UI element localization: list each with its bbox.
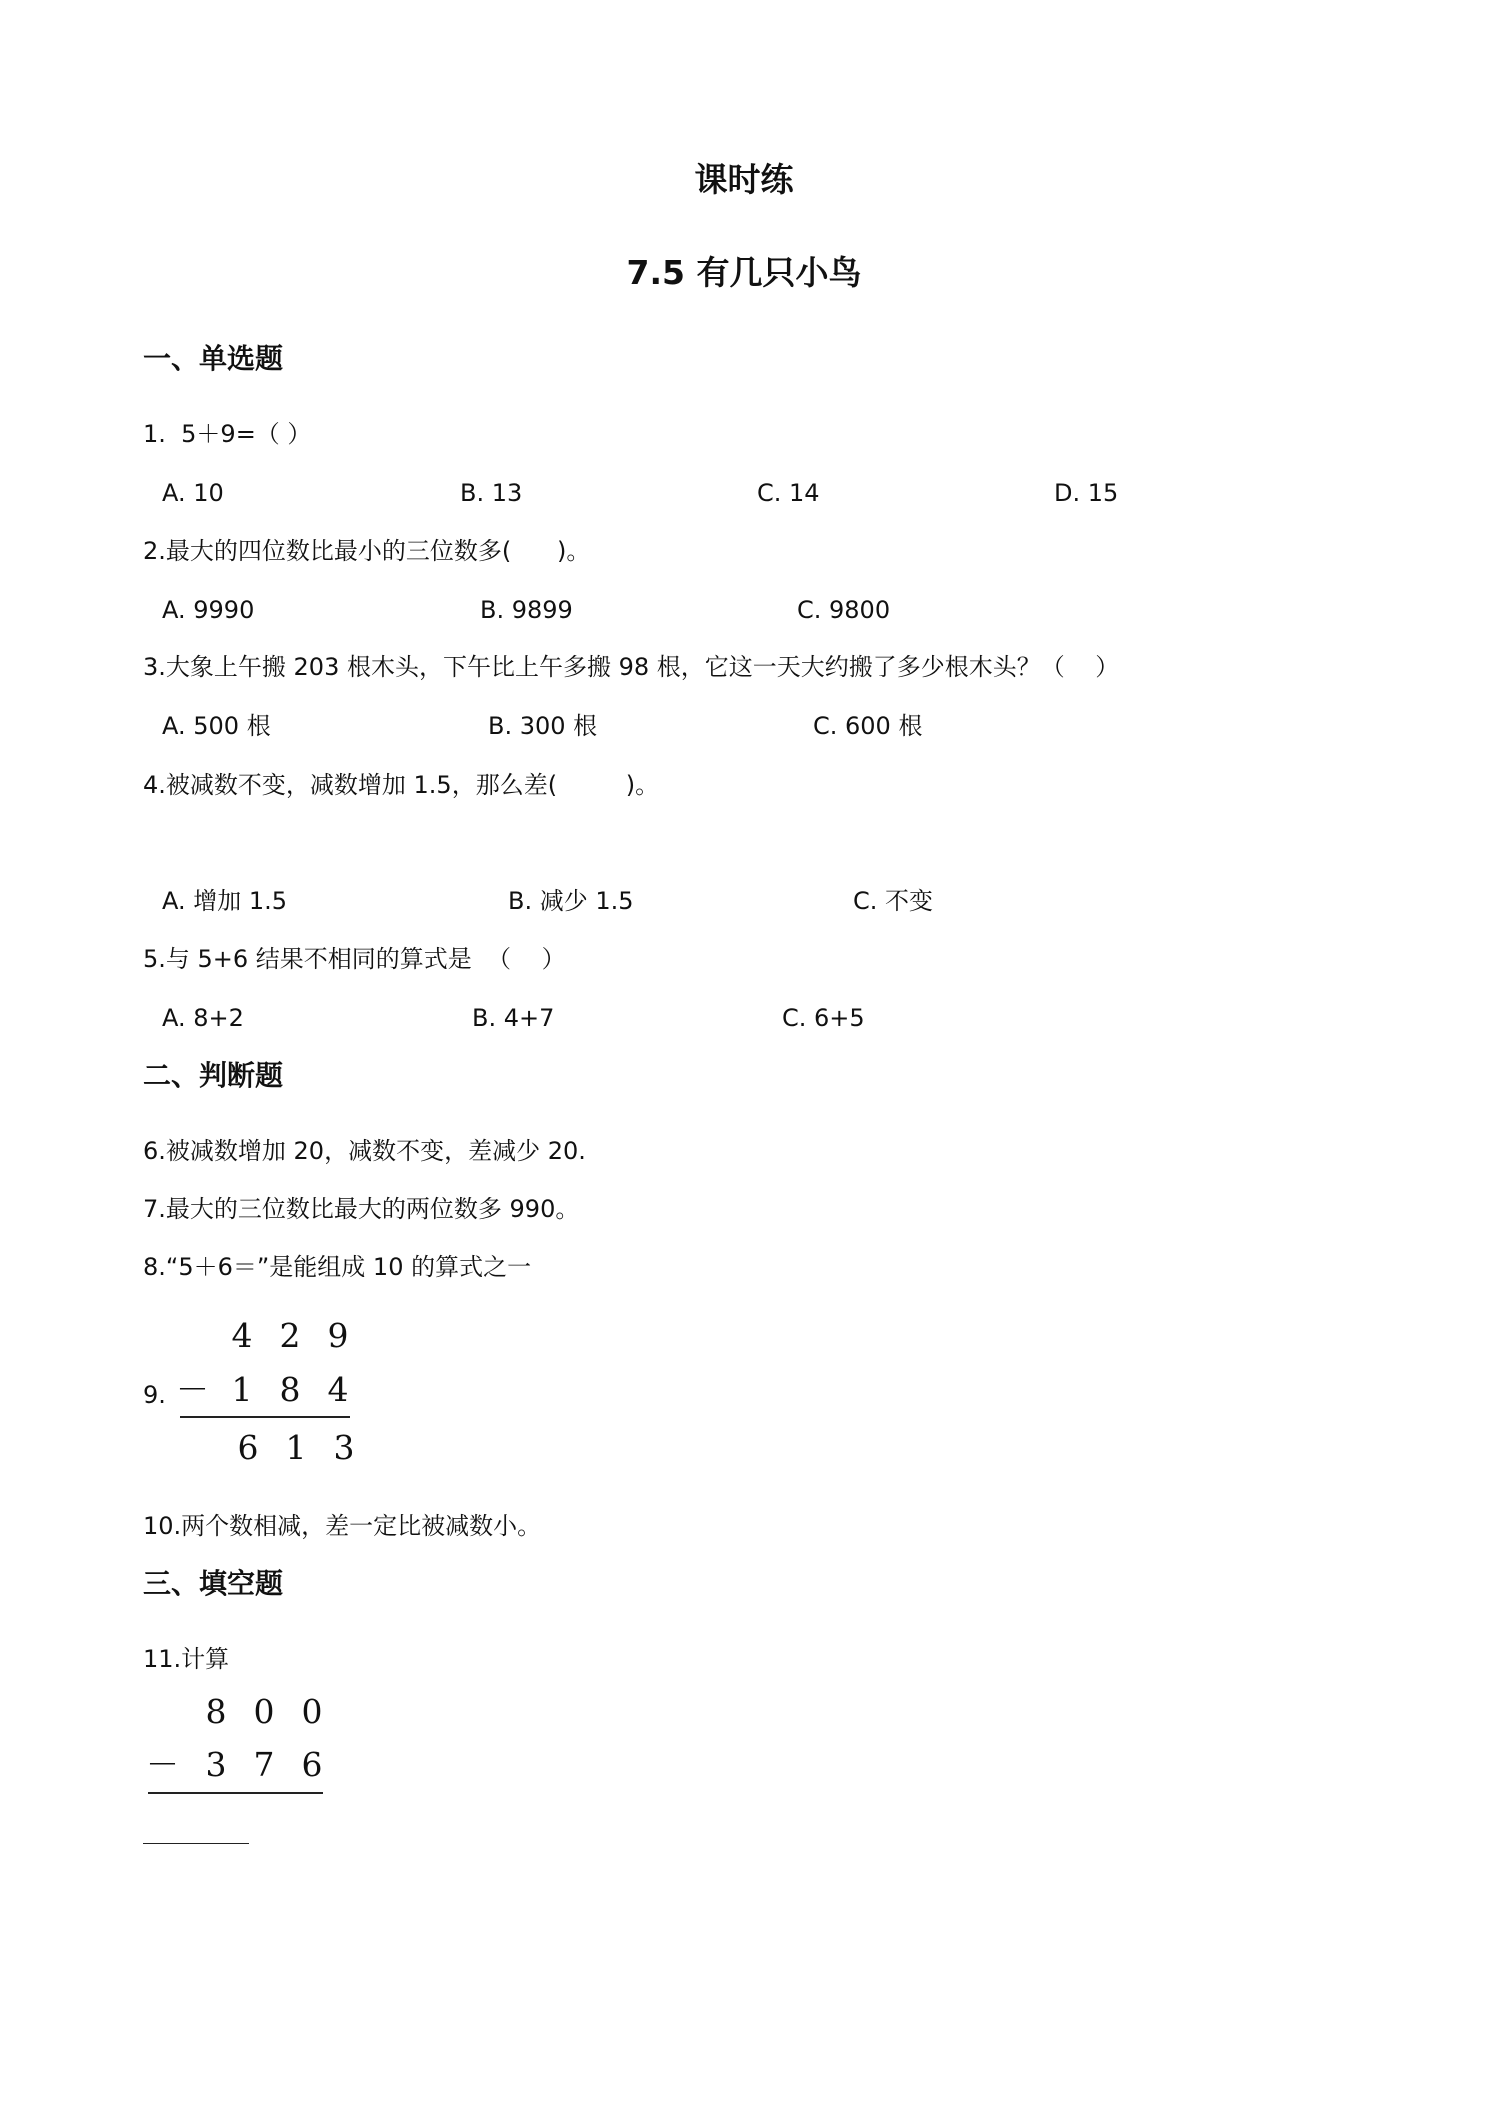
- q2-option-b: B. 9899: [480, 596, 573, 624]
- q9-minuend-digit: 4: [231, 1316, 253, 1355]
- q11-minuend: [192, 1692, 336, 1732]
- question-7: 7.最大的三位数比最大的两位数多 990。: [143, 1195, 580, 1223]
- answer-blank[interactable]: [143, 1843, 249, 1844]
- q5-option-b: B. 4+7: [472, 1004, 555, 1032]
- q11-subtrahend-digit: 3: [205, 1745, 227, 1784]
- q1-option-c: C. 14: [757, 479, 820, 507]
- section-heading-fill-in: 三、填空题: [143, 1567, 284, 1600]
- q9-subtrahend-digit: 1: [231, 1370, 253, 1409]
- question-8: 8.“5＋6＝”是能组成 10 的算式之一: [143, 1253, 532, 1281]
- q3-option-c: C. 600 根: [813, 712, 923, 740]
- q9-subtrahend-digit: 4: [327, 1370, 349, 1409]
- question-1: 1. 5＋9=（ ）: [143, 420, 312, 448]
- q9-subtrahend: [218, 1370, 362, 1410]
- q1-option-a: A. 10: [162, 479, 224, 507]
- q11-subtrahend-digit: 6: [301, 1745, 323, 1784]
- question-9-label: 9.: [143, 1381, 166, 1409]
- section-heading-true-false: 二、判断题: [143, 1059, 284, 1092]
- q2-option-c: C. 9800: [797, 596, 891, 624]
- q1-option-b: B. 13: [460, 479, 523, 507]
- page-subtitle: 7.5 有几只小鸟: [626, 253, 862, 292]
- q9-minus-sign: －: [176, 1370, 209, 1409]
- q9-minuend-digit: 2: [279, 1316, 301, 1355]
- question-5: 5.与 5+6 结果不相同的算式是 （ ）: [143, 945, 566, 973]
- q5-option-c: C. 6+5: [782, 1004, 865, 1032]
- page-title: 课时练: [694, 160, 794, 199]
- q9-difference-digit: 1: [285, 1428, 307, 1467]
- question-6: 6.被减数增加 20，减数不变，差减少 20.: [143, 1137, 586, 1165]
- question-2: 2.最大的四位数比最小的三位数多( )。: [143, 537, 591, 565]
- q4-option-b: B. 减少 1.5: [508, 887, 634, 915]
- q2-option-a: A. 9990: [162, 596, 255, 624]
- q1-option-d: D. 15: [1054, 479, 1119, 507]
- q11-minuend-digit: 0: [253, 1692, 275, 1731]
- q9-difference-digit: 3: [333, 1428, 355, 1467]
- q11-sum-line: [148, 1792, 323, 1794]
- q11-minuend-digit: 8: [205, 1692, 227, 1731]
- section-heading-single-choice: 一、单选题: [143, 342, 284, 375]
- question-4: 4.被减数不变，减数增加 1.5，那么差( )。: [143, 771, 660, 799]
- q11-minuend-digit: 0: [301, 1692, 323, 1731]
- q9-difference: [224, 1428, 368, 1468]
- q9-minuend: [218, 1316, 362, 1356]
- q11-minus-sign: －: [146, 1745, 179, 1784]
- q9-subtrahend-digit: 8: [279, 1370, 301, 1409]
- question-3: 3.大象上午搬 203 根木头，下午比上午多搬 98 根，它这一天大约搬了多少根木头？（ ）: [143, 653, 1120, 681]
- question-10: 10.两个数相减，差一定比被减数小。: [143, 1512, 542, 1540]
- q11-subtrahend: [192, 1745, 336, 1785]
- question-11: 11.计算: [143, 1645, 230, 1673]
- q3-option-b: B. 300 根: [488, 712, 598, 740]
- q9-difference-digit: 6: [237, 1428, 259, 1467]
- q9-sum-line: [180, 1416, 350, 1418]
- q9-minuend-digit: 9: [327, 1316, 349, 1355]
- q4-option-c: C. 不变: [853, 887, 934, 915]
- q5-option-a: A. 8+2: [162, 1004, 244, 1032]
- q4-option-a: A. 增加 1.5: [162, 887, 288, 915]
- q11-subtrahend-digit: 7: [253, 1745, 275, 1784]
- q3-option-a: A. 500 根: [162, 712, 271, 740]
